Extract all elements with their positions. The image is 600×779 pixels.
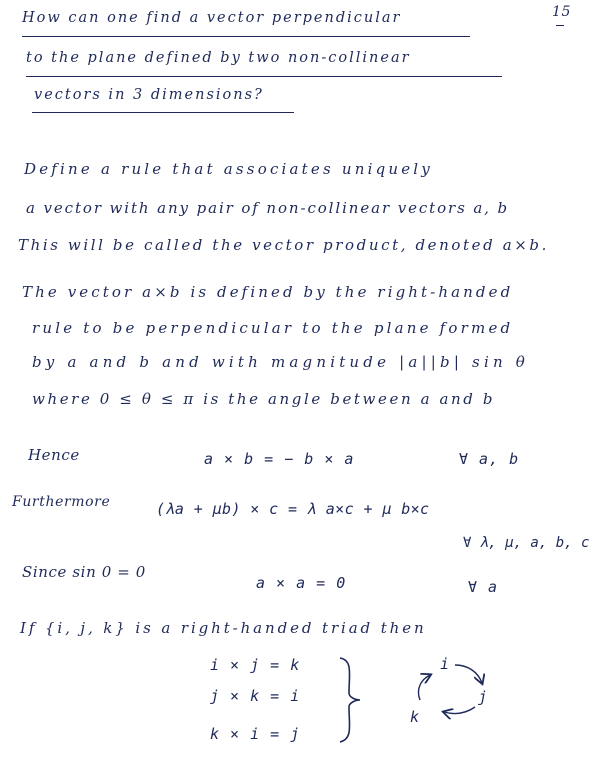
paragraph-line-4: The vector a×b is defined by the right-handed — [22, 283, 514, 301]
triad-cycle-arrows — [400, 650, 510, 730]
page-number-underline — [556, 25, 564, 26]
paragraph-line-7: where 0 ≤ θ ≤ π is the angle between a and b — [32, 390, 496, 408]
furthermore-condition: ∀ λ, μ, a, b, c — [463, 535, 590, 551]
furthermore-label: Furthermore — [12, 494, 111, 510]
page-number: 15 — [552, 4, 572, 20]
paragraph-line-6: by a and b and with magnitude |a||b| sin θ — [32, 353, 530, 371]
heading-underline-2 — [26, 76, 502, 77]
hence-condition: ∀ a, b — [459, 450, 520, 468]
since-label: Since sin 0 = 0 — [22, 563, 146, 581]
paragraph-line-3: This will be called the vector product, denoted a×b. — [18, 236, 550, 254]
triad-equation-1: i × j = k — [210, 656, 301, 674]
hence-equation: a × b = − b × a — [204, 450, 355, 468]
hence-label: Hence — [28, 446, 80, 464]
heading-underline-3 — [32, 112, 294, 113]
paragraph-line-5: rule to be perpendicular to the plane formed — [32, 319, 514, 337]
since-equation: a × a = 0 — [256, 574, 347, 592]
triad-equation-2: j × k = i — [210, 687, 301, 705]
triad-diagram-label-left: k — [410, 708, 421, 726]
right-brace — [335, 655, 365, 745]
triad-intro: If {i, j, k} is a right-handed triad then — [20, 619, 427, 637]
paragraph-line-1: Define a rule that associates uniquely — [24, 160, 433, 178]
heading-underline-1 — [22, 36, 470, 37]
heading-line-2: to the plane defined by two non-collinear — [26, 50, 411, 66]
furthermore-equation: (λa + μb) × c = λ a×c + μ b×c — [156, 500, 430, 518]
heading-line-1: How can one find a vector perpendicular — [22, 10, 402, 26]
since-condition: ∀ a — [468, 578, 499, 596]
triad-diagram-label-top: i — [440, 655, 451, 673]
heading-line-3: vectors in 3 dimensions? — [34, 87, 264, 103]
paragraph-line-2: a vector with any pair of non-collinear vectors a, b — [26, 199, 510, 217]
triad-equation-3: k × i = j — [210, 725, 301, 743]
triad-diagram-label-right: j — [478, 688, 489, 706]
